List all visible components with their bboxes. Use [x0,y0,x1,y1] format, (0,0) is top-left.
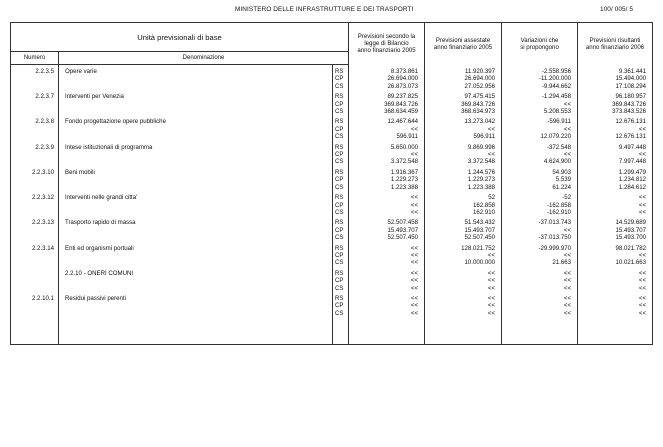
row-denominazione: Fondo progettazione opere pubbliche [59,118,333,140]
variazioni-value: << [502,252,578,259]
table-row [11,93,653,100]
variazioni-value: << [502,277,578,284]
prev-bilancio-value: 26.873.073 [349,83,425,90]
variazioni-value: -52 [502,194,578,201]
variazioni-value: << [502,285,578,292]
variazioni-value: << [502,295,578,302]
prev-assestate-value: 15.493.707 [425,227,502,234]
prev-bilancio-value: << [349,277,425,284]
prev-assestate-value: 27.052.956 [425,83,502,90]
prev-bilancio-value: << [349,310,425,317]
prev-risultanti-value: << [578,295,653,302]
variazioni-value: 5.539 [502,176,578,183]
prev-bilancio-value: 15.493.707 [349,227,425,234]
prev-risultanti-value: << [578,194,653,201]
line-type: RS [333,144,349,151]
table-row [11,118,653,125]
prev-risultanti-value: << [578,151,653,158]
variazioni-value: -596.911 [502,118,578,125]
row-number [11,270,59,292]
prev-risultanti-value: 9.497.448 [578,144,653,151]
line-type: RS [333,169,349,176]
line-type: RS [333,270,349,277]
prev-risultanti-value: 17.108.294 [578,83,653,90]
variazioni-value: 54.903 [502,169,578,176]
prev-bilancio-value: 26.694.000 [349,75,425,82]
unit-header: Unità previsionali di base [11,23,349,52]
row-number: 2.2.3.8 [11,118,59,140]
prev-bilancio-value: 1.916.367 [349,169,425,176]
line-type: CS [333,83,349,90]
line-type: CP [333,176,349,183]
variazioni-value: << [502,101,578,108]
prev-bilancio-value: << [349,295,425,302]
line-type: RS [333,118,349,125]
prev-risultanti-value: << [578,209,653,216]
row-denominazione: Beni mobili [59,169,333,191]
table-row [11,245,653,252]
prev-risultanti-value: << [578,270,653,277]
prev-risultanti-value: 12.676.131 [578,118,653,125]
prev-risultanti-value: << [578,302,653,309]
variazioni-value: -1.294.458 [502,93,578,100]
line-type: CS [333,133,349,140]
prev-risultanti-value: 9.361.441 [578,68,653,75]
row-number: 2.2.3.14 [11,245,59,267]
prev-risultanti-value: 96.180.957 [578,93,653,100]
table-row [11,270,653,277]
line-type: CS [333,259,349,266]
variazioni-value: 12.079.220 [502,133,578,140]
prev-assestate-value: << [425,270,502,277]
line-type: CP [333,277,349,284]
prev-risultanti-value: 1.299.479 [578,169,653,176]
prev-assestate-value: 3.372.548 [425,158,502,165]
prev-bilancio-header: Previsioni secondo la legge di Bilancio anno finanziario 2005 [349,23,425,65]
line-type: CP [333,75,349,82]
prev-assestate-value: 13.273.042 [425,118,502,125]
line-type: CS [333,108,349,115]
row-number: 2.2.3.13 [11,219,59,241]
prev-assestate-value: 52.507.450 [425,234,502,241]
line-type: CS [333,285,349,292]
variazioni-value: -162.858 [502,202,578,209]
line-type: RS [333,194,349,201]
page-reference: 100/ 005/ 5 [600,6,634,13]
row-denominazione: Opere varie [59,68,333,90]
row-denominazione: Enti ed organismi portuali [59,245,333,267]
row-number: 2.2.3.9 [11,144,59,166]
line-type: CP [333,151,349,158]
row-denominazione: Interventi nelle grandi citta' [59,194,333,216]
variazioni-value: -9.944.662 [502,83,578,90]
line-type: CS [333,184,349,191]
prev-risultanti-value: 15.493.707 [578,227,653,234]
prev-assestate-value: 369.843.726 [425,101,502,108]
prev-assestate-value: 1.223.388 [425,184,502,191]
row-denominazione: Residui passivi perenti [59,295,333,317]
variazioni-header: Variazioni che si propongono [502,23,578,65]
table-row [11,194,653,201]
table-row [11,144,653,151]
prev-assestate-value: 162.858 [425,202,502,209]
prev-bilancio-value: 89.237.825 [349,93,425,100]
prev-assestate-value: 1.229.273 [425,176,502,183]
prev-assestate-value: 11.920.397 [425,68,502,75]
prev-assestate-value: 162.910 [425,209,502,216]
prev-assestate-value: 51.543.432 [425,219,502,226]
variazioni-value: -2.558.956 [502,68,578,75]
prev-bilancio-value: << [349,245,425,252]
variazioni-value: << [502,270,578,277]
row-number: 2.2.3.12 [11,194,59,216]
table-row [11,169,653,176]
denominazione-header: Denominazione [59,52,349,65]
prev-assestate-value: 97.475.415 [425,93,502,100]
row-denominazione: 2.2.10 - ONERI COMUNI [59,270,333,292]
prev-bilancio-value: << [349,270,425,277]
table-body [11,65,653,345]
prev-bilancio-value: 52.507.450 [349,234,425,241]
line-type: RS [333,93,349,100]
prev-bilancio-value: << [349,252,425,259]
prev-bilancio-value: << [349,285,425,292]
variazioni-value: -29.999.970 [502,245,578,252]
prev-assestate-value: << [425,285,502,292]
prev-risultanti-value: << [578,277,653,284]
line-type: CS [333,234,349,241]
variazioni-value: << [502,126,578,133]
prev-bilancio-value: 8.373.861 [349,68,425,75]
prev-assestate-value: 26.694.000 [425,75,502,82]
prev-assestate-value: 1.244.576 [425,169,502,176]
prev-risultanti-value: 15.494.000 [578,75,653,82]
prev-assestate-header: Previsioni assestate anno finanziario 2005 [425,23,502,65]
prev-bilancio-value: << [349,202,425,209]
line-type: CP [333,126,349,133]
line-type: RS [333,245,349,252]
ministry-title: MINISTERO DELLE INFRASTRUTTURE E DEI TRASPORTI [235,6,414,13]
prev-assestate-value: << [425,151,502,158]
variazioni-value: 61.224 [502,184,578,191]
prev-bilancio-value: << [349,151,425,158]
table-row [11,68,653,75]
line-type: CS [333,209,349,216]
variazioni-value: 5.208.553 [502,108,578,115]
prev-bilancio-value: 1.223.388 [349,184,425,191]
row-number: 2.2.3.7 [11,93,59,115]
prev-assestate-value: << [425,277,502,284]
variazioni-value: << [502,302,578,309]
line-type: CS [333,310,349,317]
line-type: RS [333,219,349,226]
variazioni-value: -162.910 [502,209,578,216]
prev-assestate-value: 368.634.973 [425,108,502,115]
line-type: RS [333,68,349,75]
line-type: CP [333,252,349,259]
variazioni-value: 4.624.900 [502,158,578,165]
prev-bilancio-value: << [349,126,425,133]
variazioni-value: -11.200.000 [502,75,578,82]
line-type: CP [333,302,349,309]
row-number: 2.2.3.5 [11,68,59,90]
prev-assestate-value: << [425,126,502,133]
line-type: CP [333,227,349,234]
row-denominazione: Interventi per Venezia [59,93,333,115]
table-row [11,295,653,302]
numero-header: Numero [11,52,59,65]
prev-assestate-value: << [425,310,502,317]
prev-assestate-value: 596.911 [425,133,502,140]
prev-bilancio-value: << [349,259,425,266]
prev-bilancio-value: << [349,194,425,201]
budget-table [10,22,653,345]
table-row [11,219,653,226]
variazioni-value: 21.663 [502,259,578,266]
prev-assestate-value: 52 [425,194,502,201]
prev-bilancio-value: 5.650.000 [349,144,425,151]
prev-risultanti-value: 1.284.612 [578,184,653,191]
prev-risultanti-header: Previsioni risultanti anno finanziario 2006 [578,23,653,65]
prev-bilancio-value: 52.507.458 [349,219,425,226]
prev-assestate-value: << [425,252,502,259]
prev-risultanti-value: << [578,126,653,133]
prev-risultanti-value: << [578,202,653,209]
prev-risultanti-value: << [578,252,653,259]
prev-risultanti-value: 14.529.689 [578,219,653,226]
prev-bilancio-value: 12.467.644 [349,118,425,125]
prev-assestate-value: 128.021.752 [425,245,502,252]
prev-risultanti-value: 373.843.526 [578,108,653,115]
prev-risultanti-value: 10.021.663 [578,259,653,266]
prev-risultanti-value: 1.234.812 [578,176,653,183]
variazioni-value: -372.548 [502,144,578,151]
prev-risultanti-value: << [578,310,653,317]
prev-risultanti-value: 369.843.726 [578,101,653,108]
prev-assestate-value: 9.869.996 [425,144,502,151]
variazioni-value: << [502,151,578,158]
line-type: CP [333,202,349,209]
prev-bilancio-value: 369.843.726 [349,101,425,108]
line-type: RS [333,295,349,302]
prev-assestate-value: << [425,295,502,302]
prev-bilancio-value: << [349,209,425,216]
row-number: 2.2.3.10 [11,169,59,191]
variazioni-value: -37.013.743 [502,219,578,226]
row-number: 2.2.10.1 [11,295,59,317]
row-denominazione: Intese istituzionali di programma [59,144,333,166]
prev-bilancio-value: 1.229.273 [349,176,425,183]
variazioni-value: << [502,227,578,234]
prev-risultanti-value: 7.997.448 [578,158,653,165]
prev-assestate-value: 10.000.000 [425,259,502,266]
prev-assestate-value: << [425,302,502,309]
prev-risultanti-value: 98.021.782 [578,245,653,252]
variazioni-value: -37.013.750 [502,234,578,241]
prev-bilancio-value: << [349,302,425,309]
prev-risultanti-value: 12.676.131 [578,133,653,140]
prev-risultanti-value: << [578,285,653,292]
prev-risultanti-value: 15.493.700 [578,234,653,241]
prev-bilancio-value: 368.634.459 [349,108,425,115]
line-type: CP [333,101,349,108]
prev-bilancio-value: 596.911 [349,133,425,140]
prev-bilancio-value: 3.372.548 [349,158,425,165]
row-denominazione: Trasporto rapido di massa [59,219,333,241]
variazioni-value: << [502,310,578,317]
line-type: CS [333,158,349,165]
